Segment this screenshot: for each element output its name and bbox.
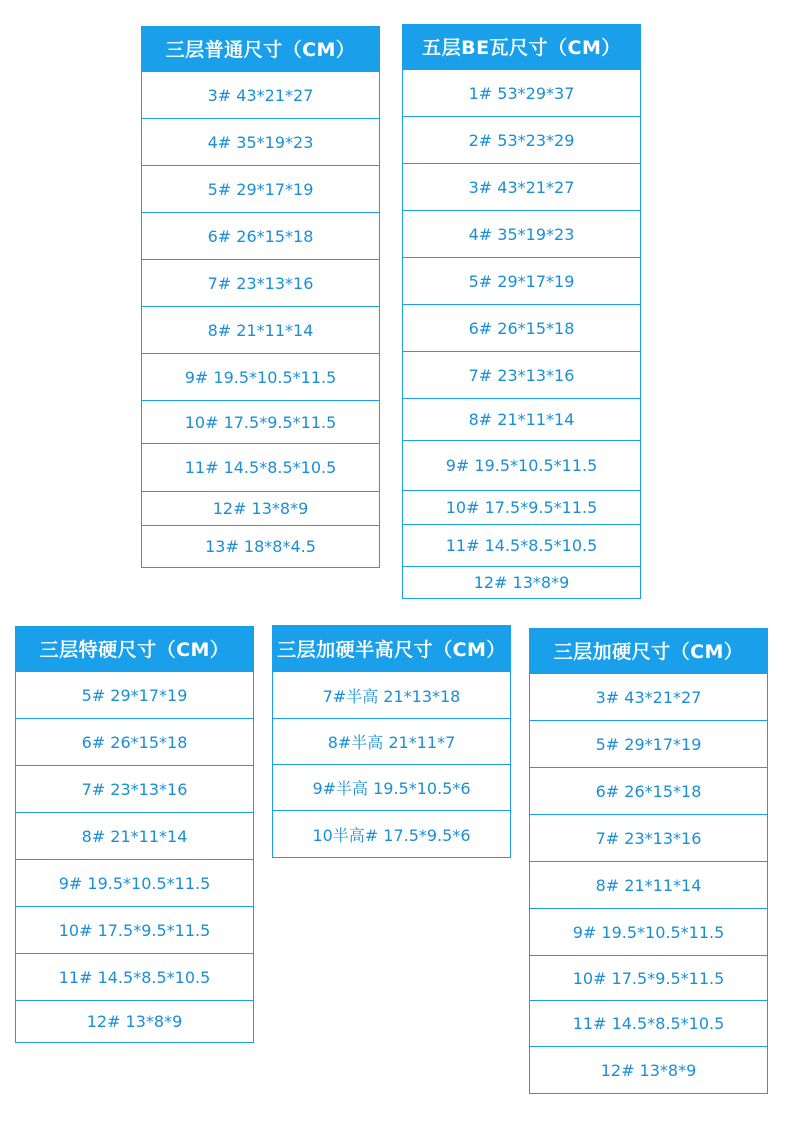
- size-table-three-layer-extra-hard: [15, 626, 254, 1043]
- size-row: 2# 53*23*29: [403, 116, 640, 163]
- table-title: 五层BE瓦尺寸（CM）: [402, 24, 641, 69]
- size-row: 10# 17.5*9.5*11.5: [403, 490, 640, 524]
- size-row: 8#半高 21*11*7: [273, 718, 510, 764]
- size-row: 12# 13*8*9: [16, 1000, 253, 1042]
- size-row: 10# 17.5*9.5*11.5: [142, 400, 379, 443]
- size-row: 11# 14.5*8.5*10.5: [403, 524, 640, 566]
- size-row: 4# 35*19*23: [142, 118, 379, 165]
- size-row: 8# 21*11*14: [16, 812, 253, 859]
- size-row: 6# 26*15*18: [16, 718, 253, 765]
- size-table-three-layer-reinforced: [529, 628, 768, 1094]
- size-row: 5# 29*17*19: [16, 671, 253, 718]
- size-row: 11# 14.5*8.5*10.5: [142, 443, 379, 491]
- size-row: 13# 18*8*4.5: [142, 525, 379, 567]
- size-row: 1# 53*29*37: [403, 69, 640, 116]
- size-table-five-layer-be: [402, 24, 641, 599]
- size-row: 5# 29*17*19: [142, 165, 379, 212]
- size-row: 3# 43*21*27: [142, 71, 379, 118]
- size-row: 7# 23*13*16: [530, 814, 767, 861]
- size-row: 4# 35*19*23: [403, 210, 640, 257]
- size-row: 9# 19.5*10.5*11.5: [142, 353, 379, 400]
- size-row: 6# 26*15*18: [530, 767, 767, 814]
- size-row: 8# 21*11*14: [403, 398, 640, 440]
- table-title: 三层普通尺寸（CM）: [141, 26, 380, 71]
- size-row: 8# 21*11*14: [142, 306, 379, 353]
- size-row: 12# 13*8*9: [530, 1046, 767, 1093]
- size-row: 7# 23*13*16: [142, 259, 379, 306]
- size-row: 6# 26*15*18: [142, 212, 379, 259]
- table-title: 三层特硬尺寸（CM）: [15, 626, 254, 671]
- size-row: 10# 17.5*9.5*11.5: [530, 955, 767, 1000]
- size-row: 12# 13*8*9: [403, 566, 640, 598]
- size-row: 3# 43*21*27: [403, 163, 640, 210]
- size-row: 12# 13*8*9: [142, 491, 379, 525]
- size-row: 6# 26*15*18: [403, 304, 640, 351]
- size-row: 9# 19.5*10.5*11.5: [403, 440, 640, 490]
- table-title: 三层加硬尺寸（CM）: [529, 628, 768, 673]
- size-table-three-layer-standard: [141, 26, 380, 568]
- size-row: 5# 29*17*19: [403, 257, 640, 304]
- size-row: 10半高# 17.5*9.5*6: [273, 810, 510, 857]
- size-row: 11# 14.5*8.5*10.5: [530, 1000, 767, 1046]
- size-row: 9# 19.5*10.5*11.5: [530, 908, 767, 955]
- size-row: 10# 17.5*9.5*11.5: [16, 906, 253, 953]
- size-row: 7# 23*13*16: [16, 765, 253, 812]
- size-table-three-layer-reinforced-half-height: [272, 625, 511, 858]
- size-row: 5# 29*17*19: [530, 720, 767, 767]
- size-row: 7#半高 21*13*18: [273, 671, 510, 718]
- size-row: 7# 23*13*16: [403, 351, 640, 398]
- size-row: 9# 19.5*10.5*11.5: [16, 859, 253, 906]
- size-row: 11# 14.5*8.5*10.5: [16, 953, 253, 1000]
- size-row: 9#半高 19.5*10.5*6: [273, 764, 510, 810]
- table-title: 三层加硬半高尺寸（CM）: [272, 625, 511, 671]
- size-row: 3# 43*21*27: [530, 673, 767, 720]
- size-row: 8# 21*11*14: [530, 861, 767, 908]
